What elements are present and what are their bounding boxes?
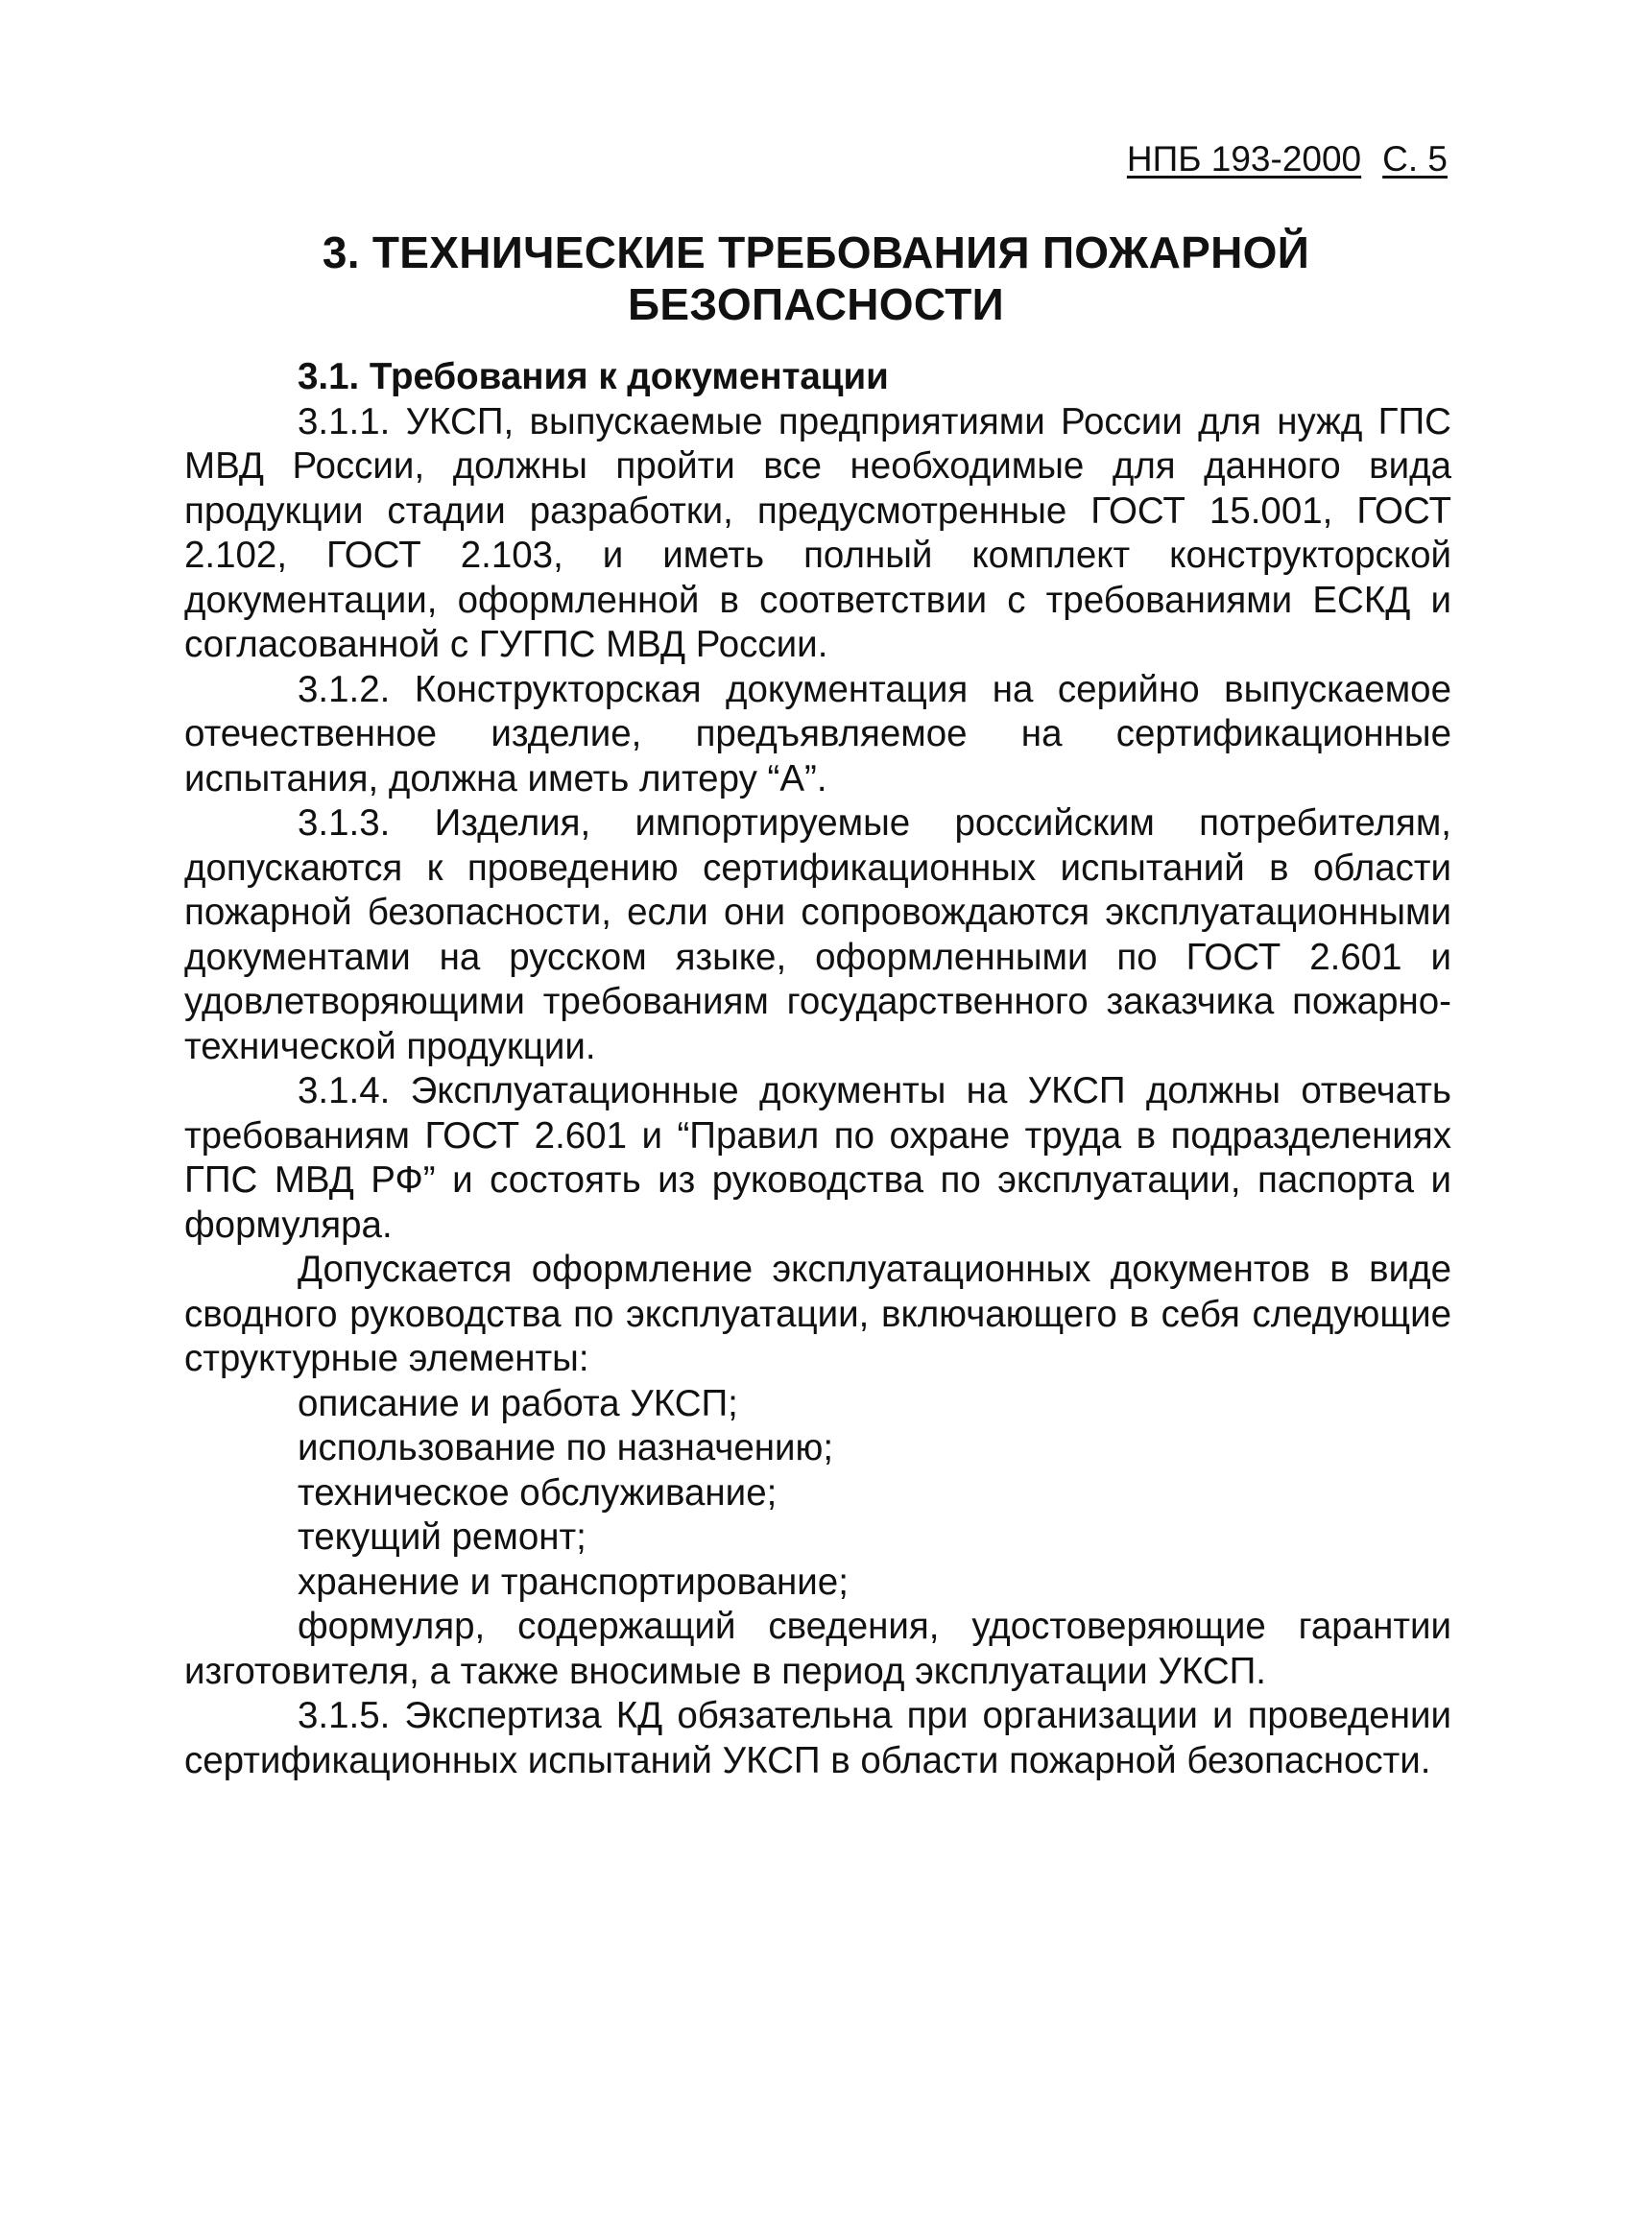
document-code: НПБ 193-2000 — [1126, 139, 1362, 179]
list-item: описание и работа УКСП; — [298, 1382, 738, 1424]
paragraph-3-1-2: 3.1.2. Конструкторская документация на серийно выпускаемое отечественное изделие, предъявляемое на сертификационные испытания, должна иметь литеру “А”. — [184, 668, 1451, 799]
list-item: техническое обслуживание; — [298, 1471, 778, 1514]
list-item: хранение и транспортирование; — [298, 1561, 849, 1603]
page-header — [1064, 138, 1448, 180]
page-number: С. 5 — [1382, 139, 1448, 179]
paragraph-3-1-5: 3.1.5. Экспертиза КД обязательна при организации и проведении сертификационных испытаний УКСП в области пожарной безопасности. — [184, 1695, 1451, 1781]
section-body — [184, 355, 1451, 1783]
paragraph-3-1-3: 3.1.3. Изделия, импортируемые российским потребителям, допускаются к проведению сертификационных испытаний в области пожарной безопасности, если они сопровождаются эксплуатационными документами на русском языке, оформленными по ГОСТ 2.601 и удовлетворяющими требованиям государственного заказчика пожарно-технической продукции. — [184, 802, 1451, 1067]
list-item-logbook: формуляр, содержащий сведения, удостоверяющие гарантии изготовителя, а также вносимые в период эксплуатации УКСП. — [184, 1606, 1451, 1692]
paragraph-3-1-1: 3.1.1. УКСП, выпускаемые предприятиями России для нужд ГПС МВД России, должны пройти все необходимые для данного вида продукции стадии разработки, предусмотренные ГОСТ 15.001, ГОСТ 2.102, ГОСТ 2.103, и иметь полный комплект конструкторской документации, оформленной в соответствии с требованиями ЕСКД и согласованной с ГУГПС МВД России. — [184, 400, 1451, 665]
chapter-title-line-2: БЕЗОПАСНОСТИ — [628, 279, 1004, 329]
section-heading: 3.1. Требования к документации — [298, 356, 889, 397]
list-item: использование по назначению; — [298, 1427, 834, 1468]
paragraph-3-1-4: 3.1.4. Эксплуатационные документы на УКСП должны отвечать требованиям ГОСТ 2.601 и “Правил по охране труда в подразделениях ГПС МВД РФ” и состоять из руководства по эксплуатации, паспорта и формуляра. — [184, 1070, 1451, 1246]
chapter-title-line-1: 3. ТЕХНИЧЕСКИЕ ТРЕБОВАНИЯ ПОЖАРНОЙ — [322, 227, 1310, 277]
paragraph-permitted-format: Допускается оформление эксплуатационных документов в виде сводного руководства по эксплуатации, включающего в себя следующие структурные элементы: — [184, 1249, 1451, 1379]
list-item: текущий ремонт; — [298, 1516, 587, 1558]
chapter-title — [250, 227, 1382, 330]
